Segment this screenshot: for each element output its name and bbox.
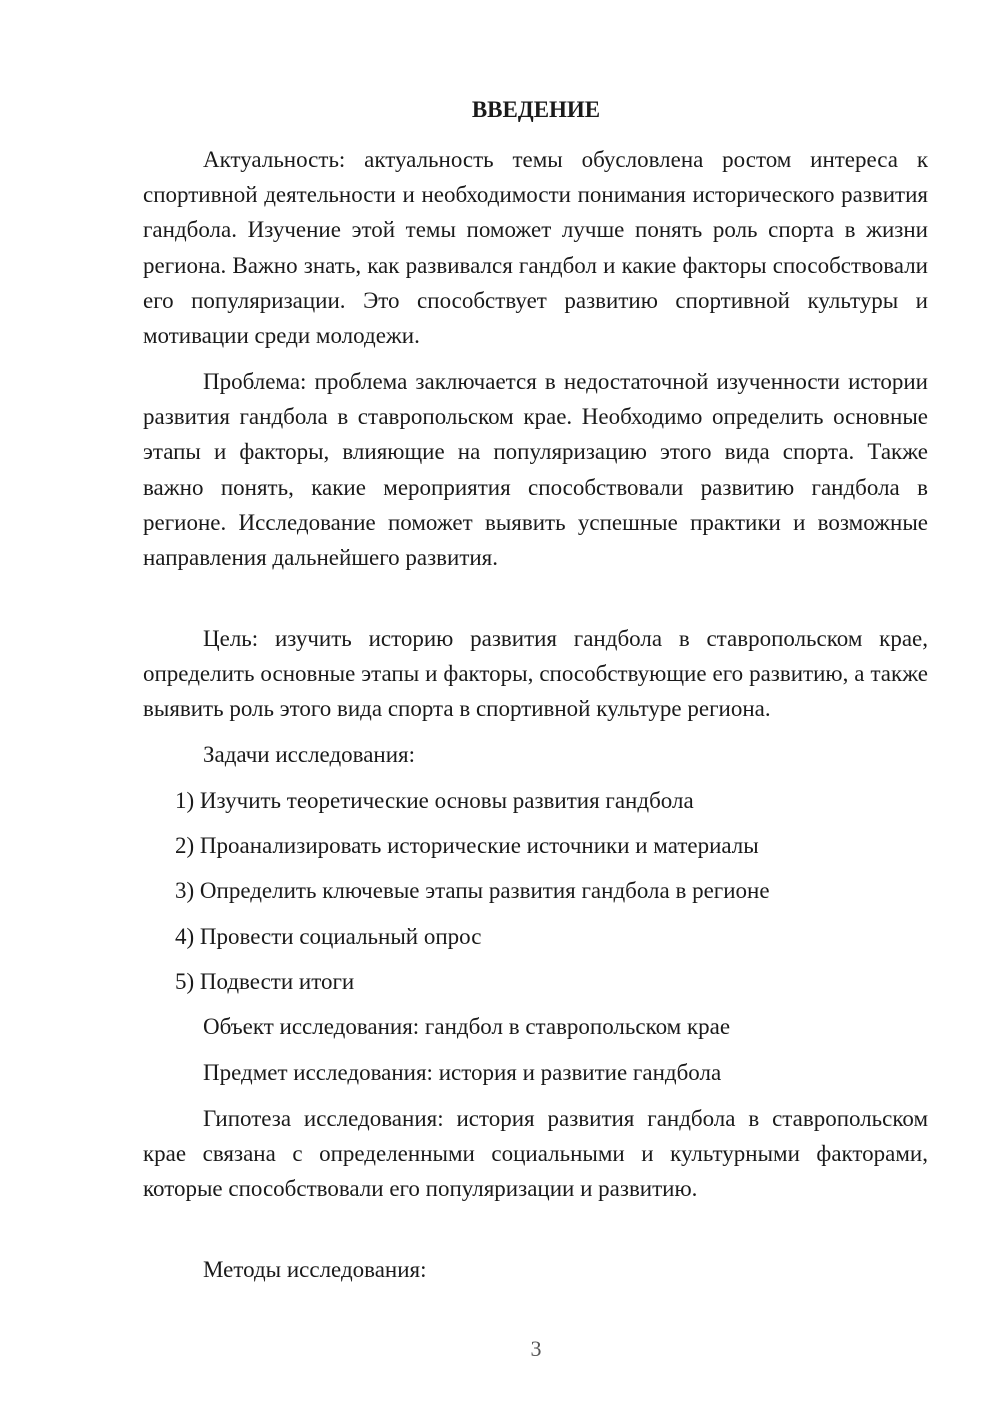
tasks-title: Задачи исследования: (203, 742, 416, 767)
hypothesis-paragraph: Гипотеза исследования: история развития гандбола в ставропольском крае связана с определенными социальными и культурными факторами, которые способствовали его популяризации и развитию. (143, 1106, 928, 1202)
methods-title: Методы исследования: (203, 1257, 427, 1282)
task-item-3: 3) Определить ключевые этапы развития гандбола в регионе (175, 878, 770, 903)
research-subject: Предмет исследования: история и развитие гандбола (203, 1060, 722, 1085)
research-object: Объект исследования: гандбол в ставропольском крае (203, 1014, 731, 1039)
page-title: ВВЕДЕНИЕ (471, 97, 601, 122)
task-item-4: 4) Провести социальный опрос (175, 924, 482, 949)
task-item-1: 1) Изучить теоретические основы развития гандбола (175, 788, 694, 813)
task-item-2: 2) Проанализировать исторические источники и материалы (175, 833, 759, 858)
task-item-5: 5) Подвести итоги (175, 969, 355, 994)
page-number: 3 (530, 1336, 542, 1361)
goal-paragraph: Цель: изучить историю развития гандбола в ставропольском крае, определить основные этапы и факторы, способствующие его развитию, а также выявить роль этого вида спорта в спортивной культуре региона. (143, 626, 928, 722)
relevance-paragraph: Актуальность: актуальность темы обусловлена ростом интереса к спортивной деятельности и необходимости понимания исторического развития гандбола. Изучение этой темы поможет лучше понять роль спорта в жизни региона. Важно знать, как развивался гандбол и какие факторы способствовали его популяризации. Это способствует развитию спортивной культуры и мотивации среди молодежи. (143, 147, 928, 349)
problem-paragraph: Проблема: проблема заключается в недостаточной изученности истории развития гандбола в ставропольском крае. Необходимо определить основные этапы и факторы, влияющие на популяризацию этого вида спорта. Также важно понять, какие мероприятия способствовали развитию гандбола в регионе. Исследование поможет выявить успешные практики и возможные направления дальнейшего развития. (143, 369, 928, 571)
